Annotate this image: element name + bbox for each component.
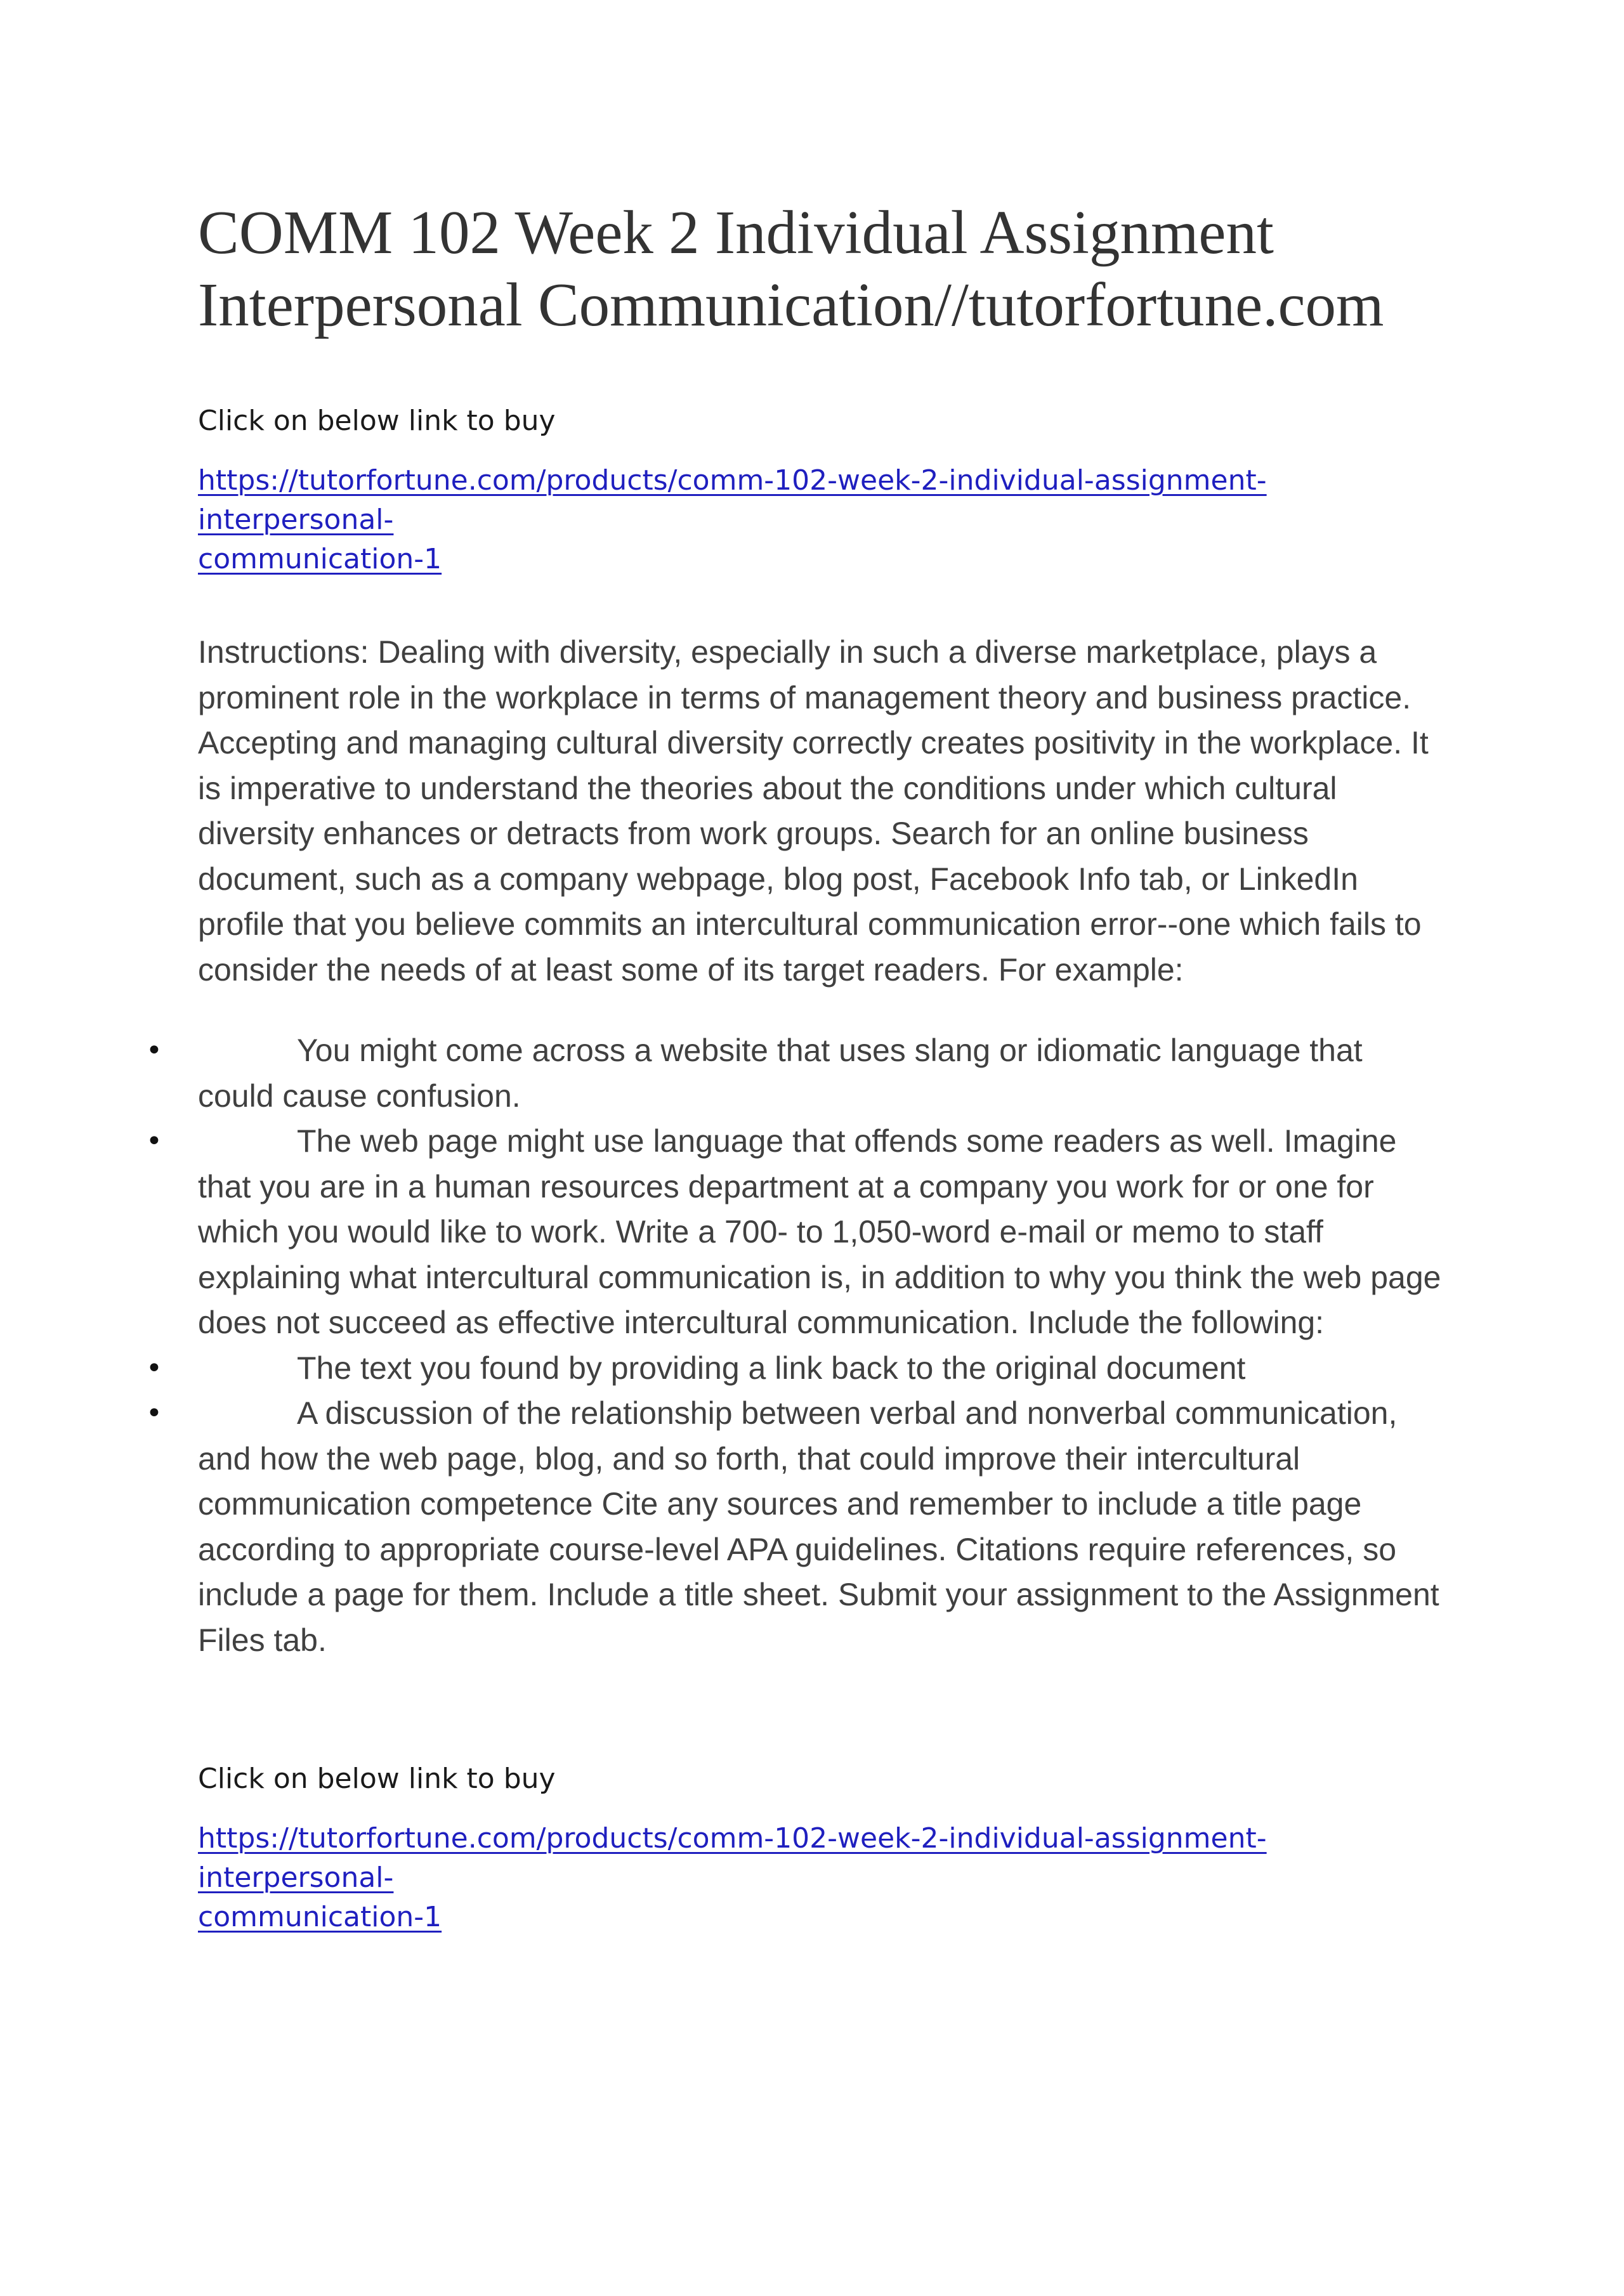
bottom-buy-label: Click on below link to buy xyxy=(198,1763,556,1795)
list-item-text xyxy=(198,1119,1492,1346)
list-item-line: The text you found by providing a link back to the original document xyxy=(297,1350,1246,1386)
list-item-line: A discussion of the relationship between verbal and nonverbal communication, xyxy=(297,1395,1398,1431)
bullet-icon: • xyxy=(146,1125,162,1158)
list-item-line: could cause confusion. xyxy=(198,1078,521,1114)
instructions-line: document, such as a company webpage, blog post, Facebook Info tab, or LinkedIn xyxy=(198,861,1358,897)
bullet-icon: • xyxy=(146,1352,162,1385)
instructions-line: prominent role in the workplace in terms of management theory and business practice. xyxy=(198,679,1411,715)
top-product-link[interactable] xyxy=(198,461,1403,579)
top-link-line-1: https://tutorfortune.com/products/comm-102-week-2-individual-assignment-interpersonal- xyxy=(198,464,1267,536)
list-item-line: does not succeed as effective intercultural communication. Include the following: xyxy=(198,1305,1325,1340)
list-item-line: explaining what intercultural communication is, in addition to why you think the web page xyxy=(198,1259,1441,1295)
title-line-1: COMM 102 Week 2 Individual Assignment xyxy=(198,199,1274,266)
list-item-line: communication competence Cite any sources and remember to include a title page xyxy=(198,1486,1362,1522)
requirements-list xyxy=(0,1028,1624,1663)
document-title xyxy=(198,197,1530,341)
list-item-text xyxy=(198,1391,1492,1663)
list-item-line: You might come across a website that uses slang or idiomatic language that xyxy=(297,1033,1363,1068)
list-item-line: according to appropriate course-level APA guidelines. Citations require references, so xyxy=(198,1531,1397,1567)
top-buy-label: Click on below link to buy xyxy=(198,405,556,437)
instructions-line: Accepting and managing cultural diversity correctly creates positivity in the workplace. It xyxy=(198,725,1429,760)
list-item xyxy=(0,1119,1492,1346)
instructions-line: is imperative to understand the theories about the conditions under which cultural xyxy=(198,770,1337,806)
instructions-line: diversity enhances or detracts from work groups. Search for an online business xyxy=(198,816,1309,851)
list-item-line: which you would like to work. Write a 700- to 1,050-word e-mail or memo to staff xyxy=(198,1214,1323,1249)
list-item-line: Files tab. xyxy=(198,1622,327,1658)
instructions-line: profile that you believe commits an intercultural communication error--one which fails to xyxy=(198,906,1422,942)
list-item-line: include a page for them. Include a title sheet. Submit your assignment to the Assignment xyxy=(198,1577,1439,1612)
list-item-line: that you are in a human resources department at a company you work for or one for xyxy=(198,1168,1374,1204)
instructions-line: consider the needs of at least some of its target readers. For example: xyxy=(198,951,1184,988)
instructions-line: Instructions: Dealing with diversity, especially in such a diverse marketplace, plays a xyxy=(198,634,1377,670)
bottom-link-line-2: communication-1 xyxy=(198,1901,442,1933)
list-item-text xyxy=(198,1346,1492,1392)
bottom-link-line-1: https://tutorfortune.com/products/comm-102-week-2-individual-assignment-interpersonal- xyxy=(198,1822,1267,1894)
list-item-text xyxy=(198,1028,1492,1119)
list-item xyxy=(0,1028,1492,1119)
list-item xyxy=(0,1346,1492,1392)
title-line-2: Interpersonal Communication//tutorfortune.com xyxy=(198,271,1384,339)
bottom-product-link[interactable] xyxy=(198,1819,1403,1937)
top-link-line-2: communication-1 xyxy=(198,543,442,575)
bullet-icon: • xyxy=(146,1034,162,1067)
bullet-icon: • xyxy=(146,1397,162,1430)
list-item-line: and how the web page, blog, and so forth, that could improve their intercultural xyxy=(198,1440,1300,1477)
instructions-paragraph xyxy=(198,630,1479,993)
list-item-line: The web page might use language that offends some readers as well. Imagine xyxy=(297,1123,1397,1159)
list-item xyxy=(0,1391,1492,1663)
